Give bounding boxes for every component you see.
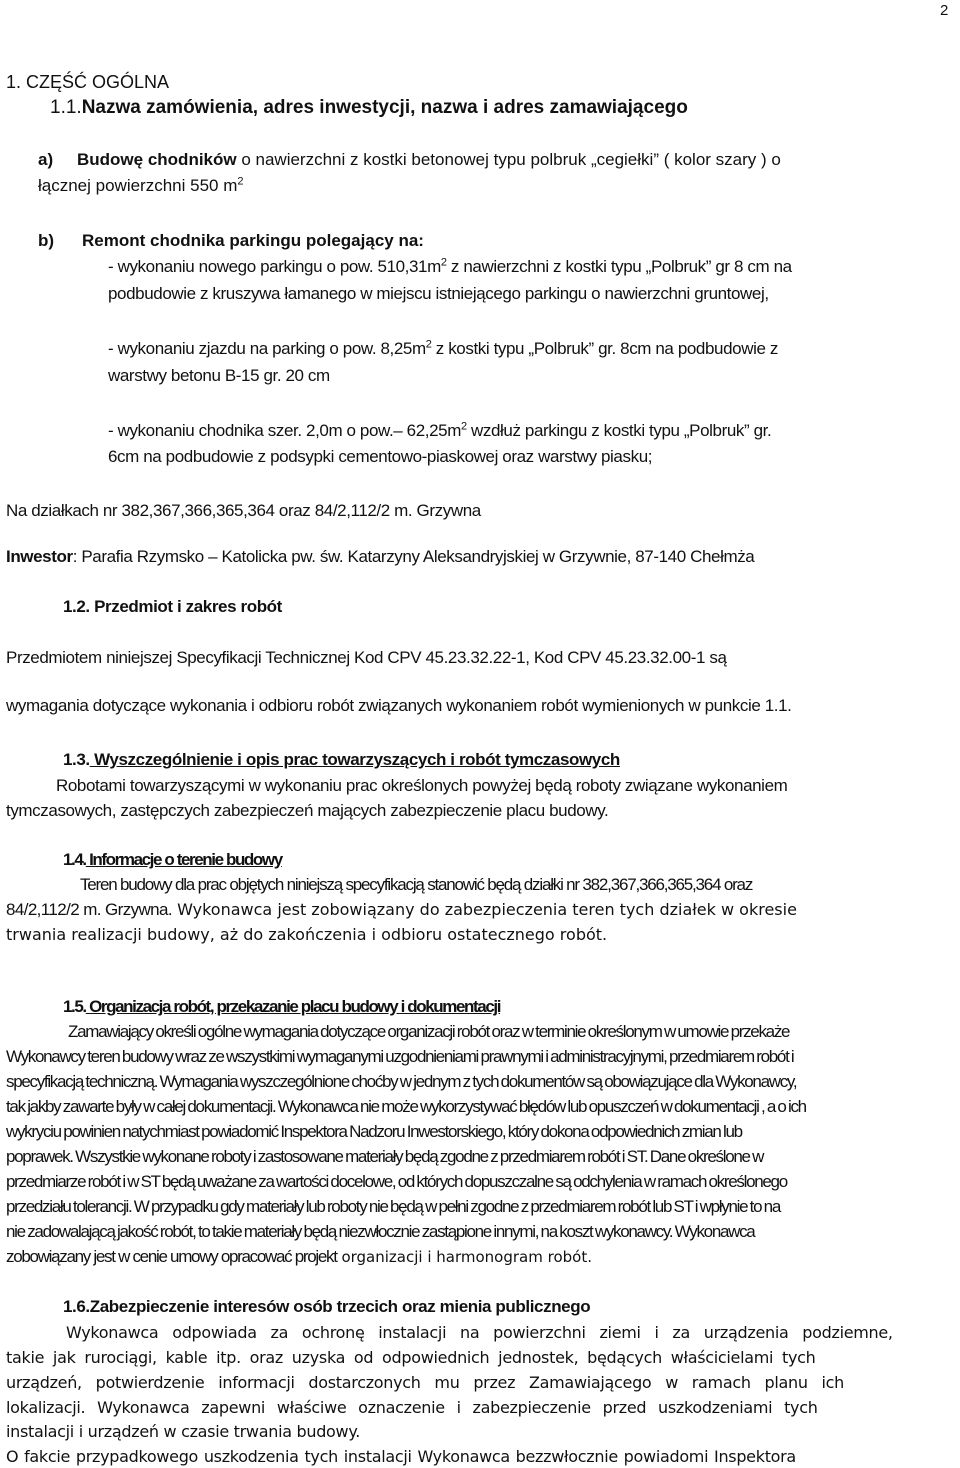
section-1-4-text: 84/2,112/2 m. Grzywna.	[6, 900, 173, 919]
section-1-4-line1: Teren budowy dla prac objętych niniejszą specyfikacją stanowić będą działki nr 382,367,366,365,364 oraz	[80, 875, 753, 894]
section-1-2-line2: wymagania dotyczące wykonania i odbioru robót związanych wykonaniem robót wymienionych w punkcie 1.1.	[6, 696, 792, 715]
page-number: 2	[940, 2, 949, 19]
item-a-area: łącznej powierzchni 550 m	[38, 176, 238, 195]
section-title: Organizacja robót, przekazanie placu budowy i dokumentacji	[85, 997, 501, 1016]
paragraph-line: tak jakby zawarte były w całej dokumentacji. Wykonawca nie może wykorzystywać błędów lub opuszczeń w dokumentacji , a o ich	[6, 1097, 806, 1116]
section-title: Zabezpieczenie interesów osób trzecich oraz mienia publicznego	[89, 1297, 591, 1316]
superscript: 2	[425, 338, 432, 351]
item-a-text: o nawierzchni z kostki betonowej typu polbruk „cegiełki” ( kolor szary ) o	[236, 150, 781, 169]
superscript: 2	[237, 175, 244, 188]
item-b-p1-line2: podbudowie z kruszywa łamanego w miejscu istniejącego parkingu o nawierzchni gruntowej,	[108, 284, 769, 303]
section-title: Informacje o terenie budowy	[85, 850, 282, 869]
paragraph-line: O fakcie przypadkowego uszkodzenia tych instalacji Wykonawca bezzwłocznie powiadomi Inspektora	[6, 1447, 796, 1466]
section-1-4-heading	[63, 849, 282, 871]
item-b-p2-text: - wykonaniu zjazdu na parking o pow. 8,25m	[108, 339, 426, 358]
item-b-p3-text: - wykonaniu chodnika szer. 2,0m o pow.– 62,25m	[108, 421, 461, 440]
paragraph-line: przedziału tolerancji. W przypadku gdy materiały lub roboty nie będą w pełni zgodne z przedmiarem robót lub ST i wpłynie to na	[6, 1197, 780, 1216]
item-a-label: a)	[38, 150, 54, 169]
item-b-title: Remont chodnika parkingu polegający na:	[82, 231, 424, 250]
paragraph-text-cont: organizacji i harmonogram robót.	[336, 1248, 592, 1266]
part-heading: 1. CZĘŚĆ OGÓLNA	[6, 72, 170, 92]
item-b-p2-text-cont: z kostki typu „Polbruk” gr. 8cm na podbudowie z	[431, 339, 778, 358]
item-b-p1-line1	[108, 256, 792, 278]
section-1-5-heading	[63, 996, 500, 1018]
paragraph-line: Zamawiający określi ogólne wymagania dotyczące organizacji robót oraz w terminie określonym w umowie przekaże	[68, 1022, 790, 1041]
item-b-p1-text-cont: z nawierzchni z kostki typu „Polbruk” gr 8 cm na	[446, 257, 792, 276]
plots-line: Na działkach nr 382,367,366,365,364 oraz 84/2,112/2 m. Grzywna	[6, 501, 481, 520]
section-1-6-heading	[63, 1296, 590, 1318]
section-title: Przedmiot i zakres robót	[89, 597, 282, 616]
paragraph-text: zobowiązany jest w cenie umowy opracować projekt	[6, 1247, 337, 1266]
section-1-3-line1: Robotami towarzyszącymi w wykonaniu prac określonych powyżej będą roboty związane wykonaniem	[56, 776, 788, 795]
paragraph-line: przedmiarze robót i w ST będą uważane za wartości docelowe, od których dopuszczalne są odchylenia w ramach określonego	[6, 1172, 787, 1191]
paragraph-line: specyfikacją techniczną. Wymagania wyszczególnione choćby w jednym z tych dokumentów są obowiązujące dla Wykonawcy,	[6, 1072, 797, 1091]
superscript: 2	[440, 256, 447, 269]
section-1-4-line2	[6, 899, 797, 921]
paragraph-line: Wykonawca odpowiada za ochronę instalacji na powierzchni ziemi i za urządzenia podziemne,	[66, 1323, 893, 1342]
paragraph-line: takie jak rurociągi, kable itp. oraz uzyska od odpowiednich jednostek, będących właścicielami tych	[6, 1348, 816, 1367]
investor-text: : Parafia Rzymsko – Katolicka pw. św. Katarzyny Aleksandryjskiej w Grzywnie, 87-140 Chełmża	[72, 547, 755, 566]
paragraph-line: lokalizacji. Wykonawca zapewni właściwe oznaczenie i zabezpieczenie przed uszkodzeniami tych	[6, 1398, 818, 1417]
section-1-1-heading	[50, 97, 688, 119]
paragraph-line: Wykonawcy teren budowy wraz ze wszystkimi wymaganymi uzgodnieniami prawnymi i administracyjnymi, przedmiarem robót i	[6, 1047, 794, 1066]
section-1-3-line2: tymczasowych, zastępczych zabezpieczeń mających zabezpieczenie placu budowy.	[6, 801, 609, 820]
section-number: 1.6.	[63, 1297, 90, 1316]
section-number: 1.1.	[50, 97, 82, 118]
superscript: 2	[460, 420, 467, 433]
item-b-p3-line2: 6cm na podbudowie z podsypki cementowo-piaskowej oraz warstwy piasku;	[108, 447, 653, 466]
investor-line	[6, 546, 754, 568]
item-b-p1-text: - wykonaniu nowego parkingu o pow. 510,31m	[108, 257, 441, 276]
item-b-p2-line1	[108, 338, 778, 360]
paragraph-line: nie zadowalającą jakość robót, to takie materiały będą niezwłocznie zastąpione innymi, na koszt wykonawcy. Wykonawca	[6, 1222, 755, 1241]
section-1-2-heading	[63, 596, 282, 618]
paragraph-line: instalacji i urządzeń w czasie trwania budowy.	[6, 1422, 361, 1441]
section-number: 1.5.	[63, 997, 86, 1016]
section-title: Nazwa zamówienia, adres inwestycji, nazwa i adres zamawiającego	[81, 97, 688, 118]
item-a-line1	[77, 149, 954, 171]
paragraph-line: poprawek. Wszystkie wykonane roboty i zastosowane materiały będą zgodne z przedmiarem robót i ST. Dane określone w	[6, 1147, 764, 1166]
item-a-line2	[38, 175, 244, 197]
investor-label: Inwestor	[6, 547, 73, 566]
paragraph-line: wykryciu powinien natychmiast powiadomić Inspektora Nadzoru Inwestorskiego, który dokona odpowiednich zmian lub	[6, 1122, 742, 1141]
paragraph-line: urządzeń, potwierdzenie informacji dostarczonych mu przez Zamawiającego w ramach planu ich	[6, 1373, 844, 1392]
section-1-3-heading	[63, 749, 620, 771]
section-number: 1.3.	[63, 750, 90, 769]
item-a-bold: Budowę chodników	[77, 150, 237, 169]
section-number: 1.4.	[63, 850, 86, 869]
item-b-label: b)	[38, 231, 55, 250]
section-number: 1.2.	[63, 597, 90, 616]
section-1-2-line1: Przedmiotem niniejszej Specyfikacji Technicznej Kod CPV 45.23.32.22-1, Kod CPV 45.23.32.00-1 są	[6, 648, 727, 667]
paragraph-line	[6, 1246, 592, 1268]
item-b-p2-line2: warstwy betonu B-15 gr. 20 cm	[108, 366, 330, 385]
section-1-4-text-cont: Wykonawca jest zobowiązany do zabezpieczenia teren tych działek w okresie	[172, 900, 797, 919]
section-title: Wyszczególnienie i opis prac towarzyszących i robót tymczasowych	[89, 750, 620, 769]
item-b-p3-line1	[108, 420, 771, 442]
section-1-4-line3: trwania realizacji budowy, aż do zakończenia i odbioru ostatecznego robót.	[6, 925, 608, 944]
item-b-p3-text-cont: wzdłuż parkingu z kostki typu „Polbruk” gr.	[466, 421, 772, 440]
